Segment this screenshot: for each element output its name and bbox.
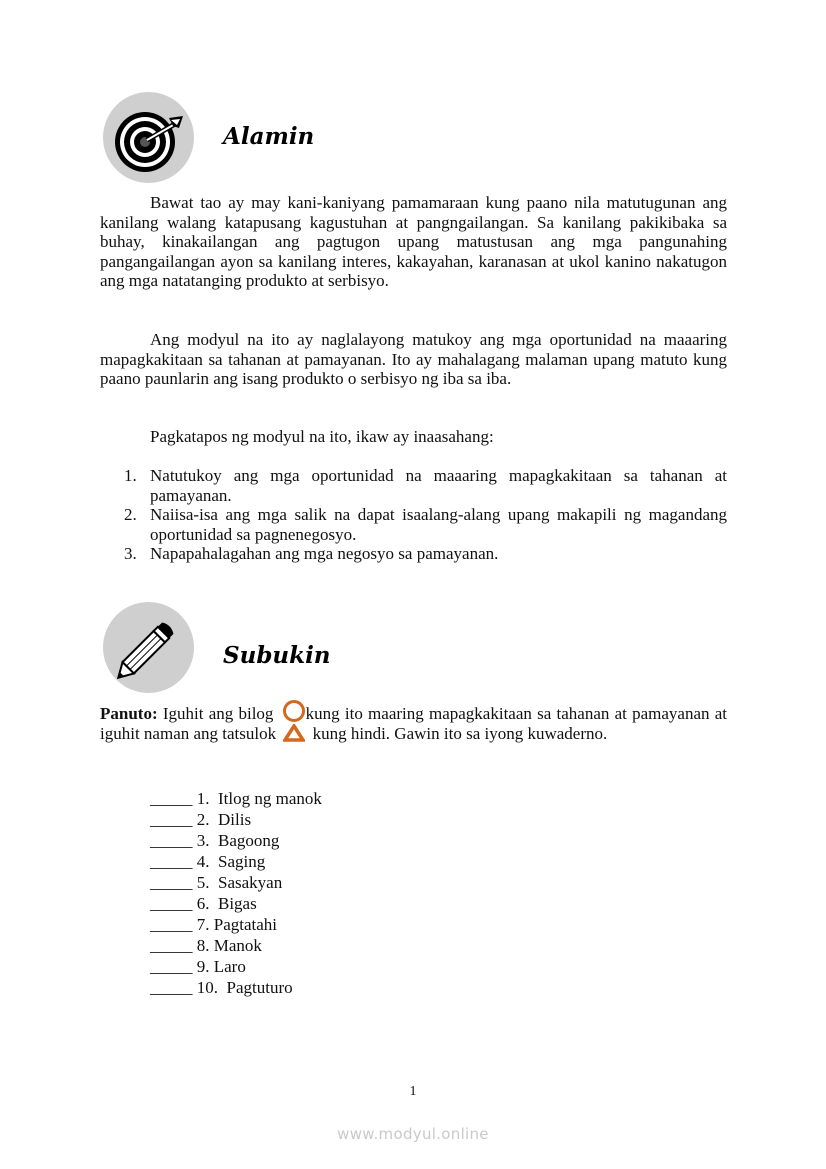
section-title: Alamin bbox=[223, 123, 315, 150]
objective-item: 1. Natutukoy ang mga oportunidad na maaaring mapagkakitaan sa tahanan at pamayanan. bbox=[124, 466, 727, 505]
instruction-label: Panuto: bbox=[100, 704, 158, 723]
subukin-header bbox=[103, 602, 733, 694]
circle-shape-icon bbox=[283, 700, 305, 722]
quiz-items-list bbox=[150, 788, 322, 998]
alamin-header bbox=[103, 92, 733, 184]
target-icon bbox=[103, 92, 194, 183]
intro-paragraph: Bawat tao ay may kani-kaniyang pamamaraan kung paano nila matutugunan ang kanilang walang katapusang kagustuhan at pangngailangan. Sa kanilang pakikibaka sa buhay, kinakailangan ang pagtugon upang matustusan ang mga pangunahing pangangailangan ayon sa kanilang interes, kakayahan, karanasan at ukol kanino nakatugon ang mga natatanging produkto at serbisyo. bbox=[100, 193, 727, 290]
module-purpose-paragraph: Ang modyul na ito ay naglalayong matukoy ang mga oportunidad na maaaring mapagkakitaan sa tahanan at pamayanan. Ito ay mahalagang malaman upang matuto kung paano paunlarin ang isang produkto o serbisyo ng iba sa iba. bbox=[100, 330, 727, 388]
quiz-item: _____ 1. Itlog ng manok bbox=[150, 789, 322, 808]
quiz-item: _____ 5. Sasakyan bbox=[150, 873, 283, 892]
watermark: www.modyul.online bbox=[337, 1125, 489, 1143]
quiz-item: _____ 4. Saging bbox=[150, 852, 266, 871]
quiz-item: _____ 2. Dilis bbox=[150, 810, 252, 829]
quiz-item: _____ 7. Pagtatahi bbox=[150, 915, 278, 934]
triangle-shape-icon bbox=[283, 724, 305, 747]
quiz-item: _____ 6. Bigas bbox=[150, 894, 257, 913]
expectations-lead: Pagkatapos ng modyul na ito, ikaw ay inaasahang: bbox=[150, 427, 494, 446]
quiz-item: _____ 9. Laro bbox=[150, 957, 246, 976]
quiz-item: _____ 10. Pagtuturo bbox=[150, 978, 293, 997]
instruction-paragraph: Panuto: Iguhit ang bilog kung ito maaring mapagkakitaan sa tahanan at pamayanan at iguhit naman ang tatsulok kung hindi. Gawin ito sa iyong kuwaderno. bbox=[100, 700, 727, 747]
pencil-icon bbox=[103, 602, 194, 693]
quiz-item: _____ 3. Bagoong bbox=[150, 831, 280, 850]
quiz-item: _____ 8. Manok bbox=[150, 936, 262, 955]
section-title: Subukin bbox=[223, 642, 331, 669]
page-number: 1 bbox=[409, 1084, 417, 1099]
objective-item: 2. Naiisa-isa ang mga salik na dapat isaalang-alang upang makapili ng magandang oportunidad sa pagnenegosyo. bbox=[124, 505, 727, 544]
objective-item: 3. Napapahalagahan ang mga negosyo sa pamayanan. bbox=[124, 544, 499, 563]
objectives-list bbox=[100, 466, 727, 564]
